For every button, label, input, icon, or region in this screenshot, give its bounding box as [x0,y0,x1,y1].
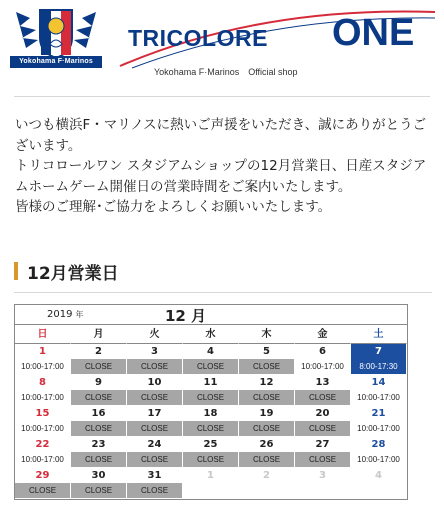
day-status: 10:00-17:00 [15,452,70,467]
brand-subtitle: Yokohama F·Marinos Official shop [154,67,298,77]
day-status: CLOSE [295,421,350,436]
day-number: 10 [147,377,162,388]
calendar-day-cell [127,406,183,437]
calendar-day-cell [15,375,71,406]
calendar-day-cell [351,468,407,499]
section-heading [14,259,432,293]
day-number: 25 [203,439,218,450]
calendar-day-cell [239,344,295,375]
club-crest-logo[interactable] [10,4,102,76]
day-status: CLOSE [183,421,238,436]
section-accent-bar [14,262,18,280]
day-status: CLOSE [127,359,182,374]
calendar-day-cell [239,375,295,406]
day-status: CLOSE [127,421,182,436]
brand-one: ONE [332,12,415,54]
calendar-day-cell [127,437,183,468]
section-title: 12月営業日 [27,264,119,284]
day-status: 10:00-17:00 [351,421,406,436]
section-divider [14,292,432,293]
day-number: 2 [95,346,102,357]
weekday-header: 月 [71,325,127,344]
calendar-day-cell [183,375,239,406]
calendar-day-cell [295,437,351,468]
calendar-day-cell [183,406,239,437]
day-number: 6 [319,346,326,357]
day-status: CLOSE [71,359,126,374]
day-status: 8:00-17:30 [351,359,406,374]
day-number: 12 [259,377,274,388]
year-suffix: 年 [75,310,84,319]
day-status [295,483,350,498]
brand-title: TRICOLORE [128,25,268,51]
weekday-header: 火 [127,325,183,344]
calendar-day-cell [351,344,407,375]
calendar-day-cell [239,406,295,437]
calendar-day-cell [15,468,71,499]
calendar-day-cell [71,344,127,375]
day-number: 30 [91,470,106,481]
calendar-day-cell [127,375,183,406]
weekday-header: 木 [239,325,295,344]
day-number: 14 [371,377,386,388]
site-header [0,0,444,84]
day-status: CLOSE [71,452,126,467]
calendar-day-cell [15,437,71,468]
header-divider [14,96,430,97]
calendar-day-cell [351,437,407,468]
calendar-day-cell [71,437,127,468]
day-status: CLOSE [15,483,70,498]
calendar-day-cell [71,375,127,406]
day-status: 10:00-17:00 [351,390,406,405]
calendar-day-cell [239,468,295,499]
day-number: 18 [203,408,218,419]
day-status [239,483,294,498]
day-number: 19 [259,408,274,419]
business-calendar [14,304,408,500]
day-status: CLOSE [295,390,350,405]
day-number: 8 [39,377,46,388]
day-number: 3 [319,470,326,481]
weekday-header: 金 [295,325,351,344]
calendar-day-cell [239,437,295,468]
day-number: 16 [91,408,106,419]
day-number: 4 [375,470,382,481]
notice-line: トリコロールワン スタジアムショップの12月営業日、日産スタジアムホームゲーム開催日の営業時間をご案内いたします。 [15,158,427,195]
day-status: CLOSE [183,359,238,374]
notice-line: いつも横浜F・マリノスに熱いご声援をいただき、誠にありがとうございます。 [15,117,427,154]
calendar-day-cell [183,437,239,468]
day-number: 28 [371,439,386,450]
calendar-grid [15,325,407,499]
calendar-year [47,309,83,320]
calendar-day-cell [295,344,351,375]
day-status: 10:00-17:00 [351,452,406,467]
day-number: 21 [371,408,386,419]
calendar-day-cell [183,344,239,375]
day-status: CLOSE [127,390,182,405]
day-number: 4 [207,346,214,357]
calendar-day-cell [295,468,351,499]
day-number: 31 [147,470,162,481]
day-status: CLOSE [239,421,294,436]
calendar-day-cell [295,375,351,406]
calendar-day-cell [183,468,239,499]
day-status: CLOSE [239,452,294,467]
day-status: 10:00-17:00 [295,359,350,374]
day-number: 15 [35,408,50,419]
calendar-header [15,305,407,325]
day-number: 11 [203,377,218,388]
calendar-day-cell [127,344,183,375]
day-number: 1 [39,346,46,357]
day-status: CLOSE [71,421,126,436]
day-status: CLOSE [127,452,182,467]
day-number: 7 [351,344,406,359]
day-number: 1 [207,470,214,481]
day-number: 13 [315,377,330,388]
calendar-day-cell [15,344,71,375]
day-number: 23 [91,439,106,450]
day-number: 26 [259,439,274,450]
day-status: 10:00-17:00 [15,390,70,405]
day-status [183,483,238,498]
calendar-day-cell [71,406,127,437]
day-number: 3 [151,346,158,357]
calendar-day-cell [351,375,407,406]
day-status: CLOSE [71,483,126,498]
calendar-day-cell [351,406,407,437]
day-number: 27 [315,439,330,450]
day-status: CLOSE [239,359,294,374]
day-number: 29 [35,470,50,481]
day-status: CLOSE [295,452,350,467]
notice-text [15,115,435,218]
day-number: 2 [263,470,270,481]
day-status [351,483,406,498]
day-number: 20 [315,408,330,419]
weekday-header: 水 [183,325,239,344]
notice-line: 皆様のご理解･ご協力をよろしくお願いいたします。 [15,199,332,215]
day-number: 17 [147,408,162,419]
calendar-day-cell [15,406,71,437]
crest-label: Yokohama F·Marinos [10,56,102,68]
day-number: 22 [35,439,50,450]
day-status: CLOSE [239,390,294,405]
calendar-day-cell [127,468,183,499]
weekday-header: 土 [351,325,407,344]
day-status: CLOSE [183,452,238,467]
day-number: 24 [147,439,162,450]
day-number: 5 [263,346,270,357]
day-status: 10:00-17:00 [15,359,70,374]
year-value: 2019 [47,309,73,320]
day-status: CLOSE [127,483,182,498]
calendar-day-cell [295,406,351,437]
day-status: CLOSE [183,390,238,405]
calendar-day-cell [71,468,127,499]
calendar-month: 12 月 [165,307,207,325]
weekday-header: 日 [15,325,71,344]
day-status: 10:00-17:00 [15,421,70,436]
day-number: 9 [95,377,102,388]
day-status: CLOSE [71,390,126,405]
